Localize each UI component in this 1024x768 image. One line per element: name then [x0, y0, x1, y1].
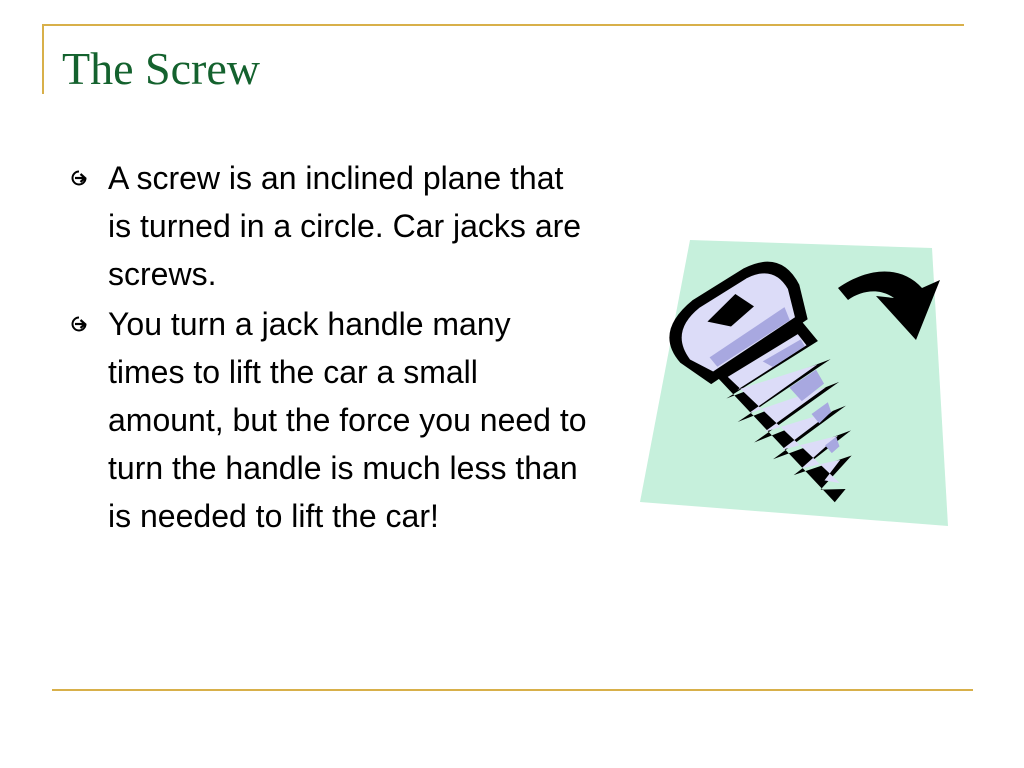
- title-accent-vertical-line: [42, 24, 44, 94]
- bullet-text: You turn a jack handle many times to lift the car a small amount, but the force you need to turn the handle is much less than is needed to lift the car!: [108, 306, 587, 534]
- bullet-item: [70, 154, 590, 298]
- bullet-text: A screw is an inclined plane that is turned in a circle. Car jacks are screws.: [108, 160, 582, 292]
- slide-title: The Screw: [62, 43, 260, 94]
- screw-clipart: [640, 236, 960, 536]
- bullet-list: [70, 154, 590, 542]
- footer-accent-line: [52, 689, 973, 691]
- circled-right-arrow-icon: [70, 300, 94, 348]
- bullet-item: [70, 300, 590, 540]
- title-accent-horizontal-line: [42, 24, 964, 26]
- circled-right-arrow-icon: [70, 154, 94, 202]
